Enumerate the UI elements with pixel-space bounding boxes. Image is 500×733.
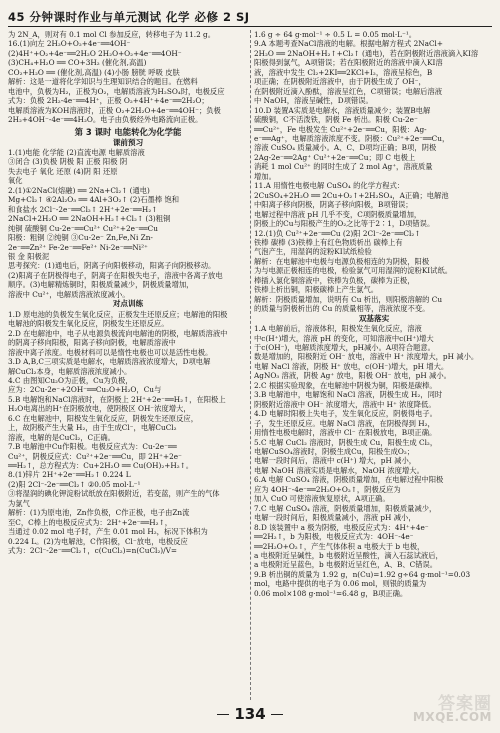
answer-line: 2.C 根据实验现象，在电解池中阴极为铜，阳极是碳棒。 (254, 380, 437, 390)
answer-line: 2e⁻══Zn²⁺ Fe-2e⁻══Fe²⁺ Ni-2e⁻══Ni²⁺ (8, 242, 148, 252)
answer-line: 为与电源正极相连的电极，检验氯气可用湿润的淀粉KI试纸。 (254, 266, 453, 276)
answer-line: 电解过程中溶液 pH 几乎不变，C项阴极质量增加， (254, 209, 422, 219)
answer-line: 0.224 L。(2)为电解池，C作阳极，Cl⁻放电，电极反应 (8, 536, 188, 546)
answer-line: 于c(OH⁻)，电解质浓度增大，pH减小。A项符合题意。 (254, 343, 435, 352)
answer-line: ══Cu²⁺，Fe 电极发生 Cu²⁺+2e⁻══Cu，阳极：Ag- (254, 124, 427, 134)
answer-line: 至C，C棒上的电极反应式为：2H⁺+2e⁻══H₂↑， (8, 517, 172, 527)
answer-line: 溶液，电解的是CuCl₂，C正确。 (8, 432, 115, 442)
answer-line: CO₂+H₂O ══ (催化剂,高温) (4)小肠 膀胱 呼吸 皮肤 (8, 67, 180, 77)
answer-line: 电解质溶液为KOH溶液时，正极 O₂+2H₂O+4e⁻══4OH⁻；负极 (8, 105, 221, 115)
answer-line: 纯铜 硫酸铜 Cu-2e⁻══Cu²⁺ Cu²⁺+2e⁻══Cu (8, 223, 158, 233)
answer-line: 解析：在电解池中电极与电源负极相连的为阴极，阳极 (254, 256, 430, 266)
answer-line: 溶液中 Cu²⁺，电解质溶液浓度减小。 (8, 289, 130, 299)
answer-line: 解析：阴极质量增加，说明有 Cu 析出，则阳极溶解的 Cu (254, 294, 443, 304)
answer-line: 电解 NaOH 溶液实质是电解水，NaOH 浓度增大。 (254, 465, 424, 475)
answer-line: 应为 4OH⁻-4e⁻══2H₂O+O₂↑，阴极反应为 (254, 484, 401, 494)
pre-lesson-heading: 课前预习 (112, 137, 144, 147)
practice-answers (8, 310, 248, 556)
answer-line: 电解CuSO₄溶液时，阴极生成Cu，阳极生成O₂； (254, 446, 415, 456)
answer-line: 的阴离子移向阳极，阳离子移向阴极，电解质溶液中 (8, 338, 176, 348)
answer-line: 电解一段时间后，溶液中 c(H⁺) 增大，pH 减小， (254, 456, 417, 466)
answer-line: 阴极附近溶液中 OH⁻ 浓度增大，溶液中 H⁺ 浓度降低。 (254, 399, 436, 409)
answer-line: 应为：2Cu-2e⁻+2OH⁻══Cu₂O+H₂O，Cu与 (8, 385, 162, 395)
answer-line: 6.A 电解 CuSO₄ 溶液，阴极质量增加，在电解过程中阳极 (254, 475, 444, 485)
answer-line: 解CuCl₂本身，电解质溶液浓度减小。 (8, 366, 132, 376)
answer-line: 16.(1)向左 2H₂O+O₂+4e⁻══4OH⁻ (8, 39, 131, 49)
answer-line: 的质量与阴极析出的 Cu 的质量相等，溶液浓度不变。 (254, 304, 430, 314)
answer-line: 3.B 电解池中，电解饱和 NaCl 溶液，阴极生成 H₂，同时 (254, 390, 443, 400)
answer-line: 1.6 g ÷ 64 g·mol⁻¹ ÷ 0.5 L = 0.05 mol·L⁻¹。 (254, 30, 417, 39)
page-number-text: 134 (234, 705, 266, 723)
answer-line: 中阳离子移向阴极，阴离子移向阳极，B项错误； (254, 200, 413, 210)
answer-line: 用惰性电极电解时，溶液中 Cl⁻ 在阳极放电，B项正确。 (254, 428, 437, 438)
answer-line: 12.(1)负 Cu²⁺+2e⁻══Cu (2)阳 2Cl⁻-2e⁻══Cl₂↑ (254, 228, 421, 238)
answer-line: 液，溶液中发生 Cl₂+2KI══2KCl+I₂，溶液呈棕色，B (254, 67, 433, 77)
answer-line: 2CuSO₄+2H₂O ══ 2Cu+O₂↑+2H₂SO₄，A正确；电解池 (254, 190, 449, 200)
answer-line: 6.C 在电解池中，阳极发生氧化反应，阴极发生还原反应， (8, 413, 198, 423)
answer-line: 子，发生还原反应。电解 NaCl 溶液，在阴极得到 H₂， (254, 418, 435, 428)
answer-line: 数是增加的，阳极附近 OH⁻ 放电，溶液中 H⁺ 浓度增大，pH 减小。 (254, 352, 479, 362)
answer-line: (3)CH₄+H₂O ══ CO+3H₂ (催化剂,高温) (8, 58, 147, 68)
answer-line: 0.06 mol×108 g·mol⁻¹=6.48 g，B项正确。 (254, 588, 408, 598)
answer-line: 棒插入氯化铜溶液中，铁棒为负极，碳棒为正极， (254, 275, 415, 285)
page-number-dash-left (217, 714, 229, 715)
watermark-url: MXQE.COM (412, 710, 492, 724)
answer-line: 项正确；在阴极附近溶液中，由于阴极生成了 OH⁻， (254, 77, 426, 87)
answer-line: 上，故阴极产生大量 H₂，由于生成Cl⁻，电解CuCl₂ (8, 423, 177, 433)
answer-line: 式为：负极 2H₂-4e⁻══4H⁺，正极 O₂+4H⁺+4e⁻══2H₂O； (8, 96, 209, 106)
answer-line: 1.(1)电能 化学能 (2)直流电源 电解质溶液 (8, 148, 145, 158)
answer-line: 顺序。(3)电解精炼铜时，阳极质量减少，阴极质量增加， (8, 280, 194, 290)
answer-line: 解析：这是一道将化学知识与生理知识结合的题目。在燃料 (8, 77, 198, 87)
answer-line: 7.C 电解 CuSO₄ 溶液，阴极质量增加，阳极质量减少， (254, 503, 437, 513)
right-column (254, 30, 494, 700)
answer-line: 气泡产生，用湿润的淀粉KI试纸检验 (254, 247, 372, 257)
answer-line: 式为：2Cl⁻-2e⁻══Cl₂↑，c(CuCl₂)=n(CuCl₂)/V= (8, 546, 177, 556)
answer-line: 3.D A,B,C三项实质是电解水，电解质溶液浓度增大，D项电解 (8, 357, 211, 367)
answer-line: ══2H₂↑，b 为阳极，电极反应式为：4OH⁻-4e⁻ (254, 532, 414, 542)
pre-lesson-answers (8, 148, 248, 299)
answer-line: 5.C 电解 CuCl₂ 溶液时，阴极生成 Cu，阳极生成 Cl₂， (254, 437, 438, 447)
answer-line: H₂O电离出的H⁺在阴极放电，使阴极区 OH⁻浓度增大， (8, 404, 191, 414)
answer-line: 增加。 (254, 171, 276, 181)
answer-line: 1.A 电解前后，溶液体积，阳极发生氧化反应，溶液 (254, 324, 422, 334)
answer-line: a 电极附近呈蓝色，b 电极附近呈红色，A、B、C错误。 (254, 560, 438, 570)
answer-line: 阳极得到氯气，A项错误；若在阳极附近的溶液中滴入KI溶 (254, 58, 443, 68)
answer-line: ══2H₂O+O₂↑，产生气体体积 a 电极大于 b 电极， (254, 541, 425, 551)
watermark-text: 答案圈 (438, 694, 492, 714)
answer-line: ③将湿润的碘化钾淀粉试纸放在阳极附近，若变蓝，则产生的气体 (8, 489, 220, 499)
answer-line: 解析：(1)为原电池，Zn作负极，C作正极，电子由Zn流 (8, 508, 190, 518)
answer-line: 7.B 电解池中Cu作阳极。电极反应式为：Cu-2e⁻══ (8, 442, 177, 452)
answer-line: (2)阳 2Cl⁻-2e⁻══Cl₂↑ ②0.05 mol·L⁻¹ (8, 479, 141, 489)
answer-line: Mg+Cl₂↑ ④2Al₂O₃ ══ 4Al+3O₂↑ (2)石墨棒 饱和 (8, 195, 180, 205)
answer-line: 电池中，负极为H₂，正极为O₂，电解质溶液为H₂SO₄时，电极反应 (8, 86, 225, 96)
answer-line: 2NaCl+2H₂O ══ 2NaOH+H₂↑+Cl₂↑ (3)粗铜 (8, 214, 171, 224)
watermark-logo (410, 689, 494, 729)
answer-line: 当通过 0.02 mol 电子时，产生 0.01 mol H₂，标况下体积为 (8, 527, 208, 537)
right-answers-top (254, 30, 494, 314)
answer-line: 1.D 原电池的负极发生氧化反应，正极发生还原反应；电解池的阳极 (8, 309, 228, 319)
answer-line: 在阴极附近滴入酚酞，溶液呈红色，C项错误；电解后溶液 (254, 86, 443, 96)
answer-line: 2H₂+4OH⁻-4e⁻══4H₂O。电子由负极经外电路流向正极。 (8, 115, 203, 125)
answer-line: 溶液 CuSO₄ 质量减小。A、C、D项均正确；B项，阴极 (254, 143, 437, 153)
answer-line: 4.D 电解时阳极上失电子，发生氧化反应，阴极得电子。 (254, 409, 437, 419)
answer-line: 为 2N_A，则对有 0.1 mol Cl 参加反应，转移电子为 11.2 g。 (8, 30, 216, 39)
answer-line: 为氯气 (8, 498, 30, 508)
answer-line: 溶液中离子浓度。电极材料可以是惰性电极也可以是活性电极。 (8, 347, 213, 357)
answer-line: 电解 NaCl 溶液，阴极 H⁺ 放电，c(OH⁻)增大，pH 增大。 (254, 361, 449, 371)
answer-line: 和食盐水 2Cl⁻-2e⁻══Cl₂↑ 2H⁺+2e⁻══H₂↑ (8, 204, 158, 214)
answer-line: 阳极：粗铜 ②纯铜 ③Cu-2e⁻ Zn,Fe,Ni Zn- (8, 233, 153, 243)
answer-line: 消耗 1 mol Cu²⁺ 的同时生成了 2 mol Ag⁺，溶液质量 (254, 162, 433, 172)
answer-line: AgNO₃ 溶液，阴极 Ag⁺ 放电，阳极 OH⁻ 放电，pH 减小。 (254, 371, 451, 381)
answer-line: 失去电子 氧化 还原 (4)阴 阳 还原 (8, 166, 118, 176)
answer-line: 思考探究：(1)通电后，阴离子向阳极移动，阳离子向阴极移动。 (8, 261, 216, 271)
answer-line: 9.B 析出铜的质量为 1.92 g，n(Cu)=1.92 g÷64 g·mol⁻¹=0.03 (254, 569, 471, 579)
answer-line: 加入 CuO 可使溶液恢复原状，A项正确。 (254, 494, 390, 504)
basics-heading: 双基落实 (358, 313, 390, 323)
answer-line: 阴极上的Cu与阳极产生的O₂之比等于2∶1，D项错误。 (254, 219, 435, 229)
left-column (8, 30, 248, 700)
answer-line: 银 金 阳极泥 (8, 252, 50, 262)
answer-line: 铁棒上析出铜，阳极碳棒上产生氯气。 (254, 285, 379, 295)
answer-line: 氧化 (8, 176, 23, 186)
answer-line: 8.(1)锌片 2H⁺+2e⁻══H₂↑ 0.224 L (8, 470, 131, 480)
answer-line: (2)4H⁺+O₂+4e⁻══2H₂O 2H₂O+O₂+4e⁻══4OH⁻ (8, 48, 182, 58)
answer-line: a 电极附近呈碱性，b 电极附近呈酸性，滴入石蕊试液后， (254, 550, 443, 560)
answer-line: 5.B 电解饱和NaCl溶液时，在阴极上 2H⁺+2e⁻══H₂↑，在阳极上 (8, 394, 226, 404)
basics-answers (254, 324, 494, 598)
answer-line: mol，电路中提供的电子为 0.06 mol，则银的质量为 (254, 579, 427, 589)
left-answers-top (8, 30, 248, 125)
answer-line: 2H₂O ══ 2NaOH+H₂↑+Cl₂↑ (通电)，若在阴极附近溶液滴入KI溶 (254, 48, 479, 58)
answer-line: 8.D 该装置中 a 极为阴极，电极反应式为：4H⁺+4e⁻ (254, 522, 429, 532)
answer-line: 4.C 由图知Cu₂O为正极，Cu为负极， (8, 375, 133, 385)
answer-line: 铁棒 碳棒 (3)铁棒上有红色物质析出 碳棒上有 (254, 237, 403, 247)
answer-line: ③闭合 (3)负极 阴极 阳 正极 阳极 阴 (8, 157, 128, 167)
answer-line: 9.A 本题考查NaCl溶液的电解。根据电解方程式 2NaCl+ (254, 39, 443, 49)
answer-line: 10.D 装置A实质是电解水，溶液质量减少；装置B电解 (254, 105, 431, 115)
column-divider (250, 30, 251, 700)
page-number-dash-right (271, 714, 283, 715)
answer-line: 硫酸铜，C不活泼铁，阴极 Fe 析出。阳极 Cu-2e⁻ (254, 115, 418, 125)
answer-line: Cu²⁺，阴极反应式：Cu²⁺+2e⁻══Cu，即 2H⁺+2e⁻ (8, 451, 182, 461)
answer-line: ══H₂↑，总方程式为：Cu+2H₂O ══ Cu(OH)₂+H₂↑。 (8, 461, 194, 471)
answer-line: 2.(1)①2NaCl(熔融) ══ 2Na+Cl₂↑ (通电) (8, 185, 150, 195)
answer-line: 电解池的阳极发生氧化反应，阴极发生还原反应。 (8, 319, 169, 329)
answer-line: (2)阳离子在阴极得电子，阴离子在阳极失电子，溶液中各离子放电 (8, 270, 223, 280)
answer-line: 电解一段时间后，阳极质量减小，溶液 pH 减小， (254, 513, 416, 523)
answer-line: 2Ag-2e⁻══2Ag⁺ Cu²⁺+2e⁻══Cu；即 C 电极上 (254, 152, 416, 162)
practice-heading: 对点训练 (112, 299, 144, 309)
answer-line: e⁻══Ag⁺，电解质溶液浓度不变。阴极：Cu²⁺+2e⁻══Cu， (254, 133, 450, 143)
answer-line: 11.A 用惰性电极电解 CuSO₄ 的化学方程式： (254, 181, 405, 191)
page-header (8, 6, 492, 27)
header-title: 45 分钟课时作业与单元测试 化学 必修 2 SJ (8, 10, 250, 24)
answer-line: 中 NaOH，溶液呈碱性，D项错误。 (254, 96, 373, 106)
answer-line: 2.D 在电解池中，电子从电源负极流向电解池的阴极，电解质溶液中 (8, 328, 228, 338)
answer-line: 中c(H⁺)增大，溶液 pH 的变化，可知溶液中c(H⁺)增大 (254, 333, 434, 343)
section-title: 第 3 课时 电能转化为化学能 (74, 126, 182, 137)
